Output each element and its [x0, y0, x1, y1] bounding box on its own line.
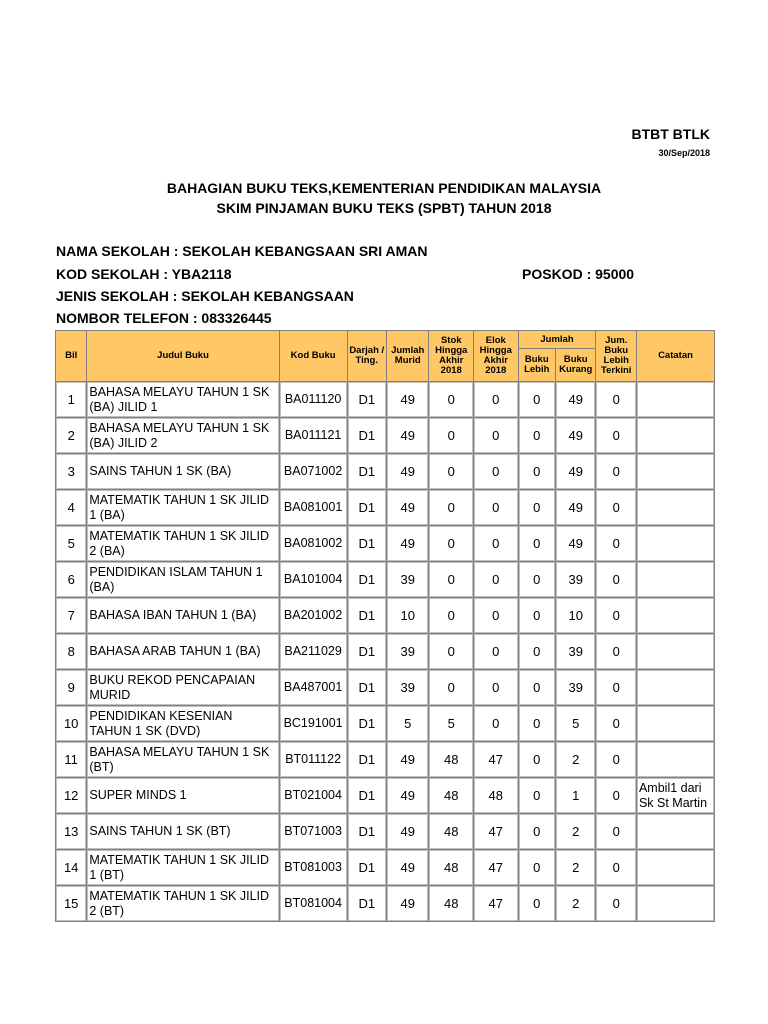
- cell-jum: 0: [596, 454, 635, 489]
- cell-jum: 0: [596, 526, 635, 561]
- cell-bil: 4: [56, 490, 86, 525]
- cell-bil: 2: [56, 418, 86, 453]
- cell-bil: 3: [56, 454, 86, 489]
- postcode: POSKOD : 95000: [522, 266, 635, 282]
- cell-stok: 0: [429, 454, 473, 489]
- table-row: [56, 742, 714, 777]
- cell-kurang: 2: [556, 886, 596, 921]
- cell-kurang: 49: [556, 454, 596, 489]
- cell-bil: 8: [56, 634, 86, 669]
- cell-elok: 47: [474, 814, 518, 849]
- cell-kod: BA101004: [280, 562, 347, 597]
- cell-lebih: 0: [519, 778, 555, 813]
- cell-kod: BA011121: [280, 418, 347, 453]
- cell-judul: PENDIDIKAN KESENIAN TAHUN 1 SK (DVD): [87, 706, 278, 741]
- table-row: [56, 562, 714, 597]
- report-code: BTBT BTLK: [631, 126, 710, 142]
- cell-elok: 0: [474, 418, 518, 453]
- cell-darjah: D1: [348, 490, 386, 525]
- table-row: [56, 886, 714, 921]
- cell-judul: BAHASA MELAYU TAHUN 1 SK (BA) JILID 2: [87, 418, 278, 453]
- cell-stok: 48: [429, 742, 473, 777]
- table-row: [56, 454, 714, 489]
- cell-kod: BT081003: [280, 850, 347, 885]
- cell-bil: 11: [56, 742, 86, 777]
- cell-darjah: D1: [348, 598, 386, 633]
- cell-lebih: 0: [519, 886, 555, 921]
- cell-lebih: 0: [519, 382, 555, 417]
- cell-jum: 0: [596, 670, 635, 705]
- cell-judul: MATEMATIK TAHUN 1 SK JILID 2 (BT): [87, 886, 278, 921]
- cell-murid: 49: [387, 778, 429, 813]
- cell-lebih: 0: [519, 814, 555, 849]
- table-row: [56, 670, 714, 705]
- cell-elok: 0: [474, 706, 518, 741]
- cell-bil: 15: [56, 886, 86, 921]
- cell-darjah: D1: [348, 778, 386, 813]
- cell-bil: 9: [56, 670, 86, 705]
- cell-elok: 0: [474, 490, 518, 525]
- cell-darjah: D1: [348, 454, 386, 489]
- cell-lebih: 0: [519, 562, 555, 597]
- cell-stok: 0: [429, 562, 473, 597]
- header-buku-lebih: Buku Lebih: [519, 349, 555, 381]
- cell-kurang: 2: [556, 742, 596, 777]
- cell-murid: 49: [387, 454, 429, 489]
- cell-elok: 47: [474, 850, 518, 885]
- cell-bil: 12: [56, 778, 86, 813]
- cell-murid: 49: [387, 526, 429, 561]
- table-row: [56, 778, 714, 813]
- cell-kod: BT071003: [280, 814, 347, 849]
- cell-lebih: 0: [519, 706, 555, 741]
- cell-jum: 0: [596, 634, 635, 669]
- cell-kurang: 39: [556, 670, 596, 705]
- cell-stok: 0: [429, 490, 473, 525]
- cell-elok: 47: [474, 742, 518, 777]
- table-row: [56, 850, 714, 885]
- cell-darjah: D1: [348, 850, 386, 885]
- cell-lebih: 0: [519, 526, 555, 561]
- cell-stok: 5: [429, 706, 473, 741]
- cell-darjah: D1: [348, 382, 386, 417]
- cell-judul: BAHASA MELAYU TAHUN 1 SK (BT): [87, 742, 278, 777]
- report-date: 30/Sep/2018: [658, 148, 710, 158]
- cell-elok: 0: [474, 526, 518, 561]
- cell-stok: 0: [429, 598, 473, 633]
- cell-elok: 0: [474, 562, 518, 597]
- cell-jum: 0: [596, 814, 635, 849]
- school-name: NAMA SEKOLAH : SEKOLAH KEBANGSAAN SRI AMAN: [56, 243, 428, 259]
- cell-catatan: [637, 454, 714, 489]
- cell-jum: 0: [596, 706, 635, 741]
- cell-lebih: 0: [519, 490, 555, 525]
- cell-darjah: D1: [348, 742, 386, 777]
- cell-stok: 0: [429, 382, 473, 417]
- header-buku-kurang: Buku Kurang: [556, 349, 596, 381]
- table-row: [56, 706, 714, 741]
- header-judul: Judul Buku: [87, 331, 278, 381]
- header-jum-lebih: Jum. Buku Lebih Terkini: [596, 331, 635, 381]
- cell-judul: SUPER MINDS 1: [87, 778, 278, 813]
- table-row: [56, 382, 714, 417]
- cell-catatan: [637, 670, 714, 705]
- cell-darjah: D1: [348, 526, 386, 561]
- cell-judul: SAINS TAHUN 1 SK (BA): [87, 454, 278, 489]
- table-row: [56, 526, 714, 561]
- cell-bil: 6: [56, 562, 86, 597]
- cell-kurang: 39: [556, 634, 596, 669]
- cell-lebih: 0: [519, 454, 555, 489]
- cell-murid: 49: [387, 742, 429, 777]
- cell-stok: 0: [429, 526, 473, 561]
- header-stok: Stok Hingga Akhir 2018: [429, 331, 473, 381]
- cell-elok: 48: [474, 778, 518, 813]
- cell-bil: 1: [56, 382, 86, 417]
- cell-murid: 49: [387, 850, 429, 885]
- cell-catatan: [637, 742, 714, 777]
- cell-lebih: 0: [519, 742, 555, 777]
- cell-elok: 0: [474, 598, 518, 633]
- cell-kod: BA487001: [280, 670, 347, 705]
- header-catatan: Catatan: [637, 331, 714, 381]
- cell-judul: BUKU REKOD PENCAPAIAN MURID: [87, 670, 278, 705]
- cell-kurang: 49: [556, 418, 596, 453]
- cell-murid: 49: [387, 418, 429, 453]
- cell-stok: 0: [429, 670, 473, 705]
- cell-kod: BC191001: [280, 706, 347, 741]
- cell-bil: 10: [56, 706, 86, 741]
- cell-jum: 0: [596, 598, 635, 633]
- table-row: [56, 634, 714, 669]
- cell-kod: BA211029: [280, 634, 347, 669]
- table-row: [56, 418, 714, 453]
- cell-lebih: 0: [519, 634, 555, 669]
- cell-darjah: D1: [348, 706, 386, 741]
- cell-catatan: [637, 562, 714, 597]
- cell-judul: SAINS TAHUN 1 SK (BT): [87, 814, 278, 849]
- school-code: KOD SEKOLAH : YBA2118: [56, 266, 232, 282]
- cell-judul: BAHASA MELAYU TAHUN 1 SK (BA) JILID 1: [87, 382, 278, 417]
- cell-murid: 49: [387, 886, 429, 921]
- cell-judul: PENDIDIKAN ISLAM TAHUN 1 (BA): [87, 562, 278, 597]
- cell-bil: 13: [56, 814, 86, 849]
- header-jumlah: Jumlah: [519, 331, 596, 348]
- cell-catatan: Ambil1 dari Sk St Martin: [637, 778, 714, 813]
- cell-murid: 49: [387, 490, 429, 525]
- cell-jum: 0: [596, 778, 635, 813]
- cell-kurang: 10: [556, 598, 596, 633]
- cell-kurang: 49: [556, 490, 596, 525]
- cell-stok: 48: [429, 850, 473, 885]
- header-jumlah-murid: Jumlah Murid: [387, 331, 429, 381]
- header-bil: Bil: [56, 331, 86, 381]
- table-row: [56, 490, 714, 525]
- cell-murid: 49: [387, 382, 429, 417]
- document-title: BAHAGIAN BUKU TEKS,KEMENTERIAN PENDIDIKAN MALAYSIA: [166, 180, 602, 196]
- header-elok: Elok Hingga Akhir 2018: [474, 331, 518, 381]
- cell-catatan: [637, 706, 714, 741]
- cell-catatan: [637, 634, 714, 669]
- document-subtitle: SKIM PINJAMAN BUKU TEKS (SPBT) TAHUN 2018: [216, 200, 552, 216]
- cell-catatan: [637, 526, 714, 561]
- cell-elok: 47: [474, 886, 518, 921]
- cell-kurang: 49: [556, 526, 596, 561]
- cell-kod: BT081004: [280, 886, 347, 921]
- cell-lebih: 0: [519, 598, 555, 633]
- cell-judul: MATEMATIK TAHUN 1 SK JILID 2 (BA): [87, 526, 278, 561]
- cell-murid: 10: [387, 598, 429, 633]
- table-row: [56, 814, 714, 849]
- cell-jum: 0: [596, 742, 635, 777]
- cell-kod: BA201002: [280, 598, 347, 633]
- cell-stok: 0: [429, 634, 473, 669]
- cell-bil: 5: [56, 526, 86, 561]
- cell-elok: 0: [474, 454, 518, 489]
- cell-catatan: [637, 886, 714, 921]
- cell-jum: 0: [596, 382, 635, 417]
- cell-catatan: [637, 382, 714, 417]
- cell-lebih: 0: [519, 850, 555, 885]
- cell-kod: BA011120: [280, 382, 347, 417]
- header-darjah: Darjah / Ting.: [348, 331, 386, 381]
- cell-catatan: [637, 418, 714, 453]
- header-kod: Kod Buku: [280, 331, 347, 381]
- cell-kurang: 2: [556, 814, 596, 849]
- cell-kod: BT021004: [280, 778, 347, 813]
- cell-murid: 5: [387, 706, 429, 741]
- cell-jum: 0: [596, 418, 635, 453]
- cell-kod: BA081002: [280, 526, 347, 561]
- cell-darjah: D1: [348, 562, 386, 597]
- cell-jum: 0: [596, 562, 635, 597]
- cell-jum: 0: [596, 850, 635, 885]
- textbook-table: [55, 330, 715, 922]
- cell-darjah: D1: [348, 418, 386, 453]
- cell-judul: BAHASA IBAN TAHUN 1 (BA): [87, 598, 278, 633]
- cell-murid: 49: [387, 814, 429, 849]
- cell-darjah: D1: [348, 670, 386, 705]
- cell-lebih: 0: [519, 418, 555, 453]
- cell-elok: 0: [474, 382, 518, 417]
- cell-catatan: [637, 490, 714, 525]
- cell-elok: 0: [474, 670, 518, 705]
- cell-murid: 39: [387, 562, 429, 597]
- cell-murid: 39: [387, 634, 429, 669]
- cell-bil: 7: [56, 598, 86, 633]
- cell-catatan: [637, 850, 714, 885]
- cell-stok: 48: [429, 886, 473, 921]
- cell-kod: BT011122: [280, 742, 347, 777]
- cell-darjah: D1: [348, 886, 386, 921]
- cell-judul: BAHASA ARAB TAHUN 1 (BA): [87, 634, 278, 669]
- cell-lebih: 0: [519, 670, 555, 705]
- school-type: JENIS SEKOLAH : SEKOLAH KEBANGSAAN: [56, 288, 354, 304]
- cell-kurang: 5: [556, 706, 596, 741]
- cell-kurang: 49: [556, 382, 596, 417]
- cell-kurang: 2: [556, 850, 596, 885]
- cell-elok: 0: [474, 634, 518, 669]
- cell-darjah: D1: [348, 814, 386, 849]
- cell-darjah: D1: [348, 634, 386, 669]
- cell-judul: MATEMATIK TAHUN 1 SK JILID 1 (BA): [87, 490, 278, 525]
- cell-judul: MATEMATIK TAHUN 1 SK JILID 1 (BT): [87, 850, 278, 885]
- cell-murid: 39: [387, 670, 429, 705]
- cell-jum: 0: [596, 490, 635, 525]
- cell-catatan: [637, 598, 714, 633]
- cell-kod: BA081001: [280, 490, 347, 525]
- cell-bil: 14: [56, 850, 86, 885]
- cell-stok: 48: [429, 814, 473, 849]
- table-row: [56, 598, 714, 633]
- cell-kurang: 39: [556, 562, 596, 597]
- phone-number: NOMBOR TELEFON : 083326445: [56, 310, 272, 326]
- cell-jum: 0: [596, 886, 635, 921]
- cell-stok: 0: [429, 418, 473, 453]
- cell-stok: 48: [429, 778, 473, 813]
- cell-kod: BA071002: [280, 454, 347, 489]
- cell-kurang: 1: [556, 778, 596, 813]
- cell-catatan: [637, 814, 714, 849]
